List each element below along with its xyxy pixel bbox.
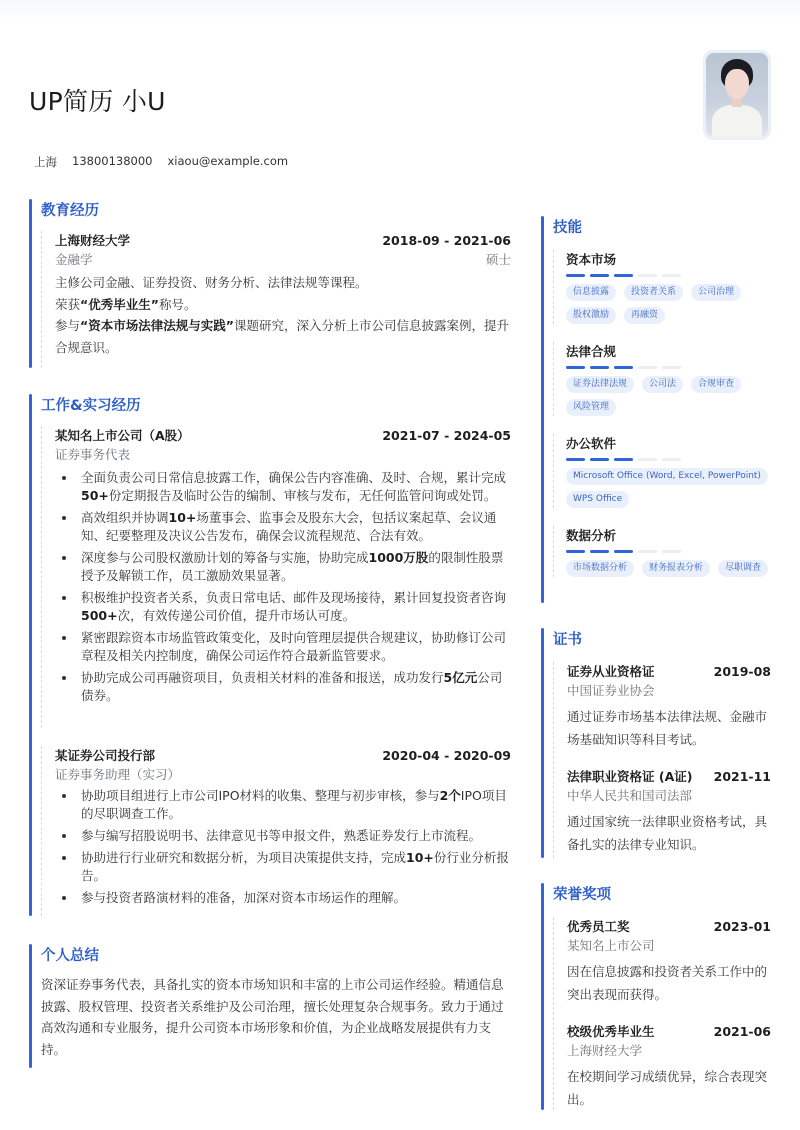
section-certificates — [541, 628, 771, 858]
top-band — [0, 0, 800, 26]
work-date: 2021-07 - 2024-05 — [382, 428, 511, 443]
skill-tag: Microsoft Office (Word, Excel, PowerPoint) — [566, 468, 768, 485]
skill-level-meter — [566, 274, 771, 277]
skill-tag: 股权激励 — [566, 307, 616, 324]
bullet-item: 深度参与公司股权激励计划的筹备与实施，协助完成1000万股的限制性股票授予及解锁工作，员工激励效果显著。 — [55, 549, 511, 585]
skill-tag: 投资者关系 — [624, 284, 683, 301]
avatar — [706, 53, 768, 137]
skill-tag: 再融资 — [624, 307, 665, 324]
skill-tag: 市场数据分析 — [566, 560, 634, 577]
section-awards — [541, 883, 771, 1110]
skill-tag: WPS Office — [566, 491, 629, 508]
section-accent-bar — [541, 883, 544, 1110]
certificate-name: 法律职业资格证 (A证) — [567, 769, 693, 784]
skill-groups — [553, 250, 771, 603]
certificate-name: 证券从业资格证 — [567, 664, 655, 679]
skill-name: 法律合规 — [566, 344, 617, 359]
skill-tags — [566, 376, 771, 416]
skill-name: 数据分析 — [566, 528, 617, 543]
skill-level-meter — [566, 366, 771, 369]
skill-group — [553, 250, 771, 324]
certificate-desc: 通过证券市场基本法律法规、金融市场基础知识等科目考试。 — [567, 709, 768, 747]
degree: 硕士 — [485, 252, 511, 267]
job-role: 证券事务代表 — [55, 447, 131, 462]
education-line: 主修公司金融、证券投资、财务分析、法律法规等课程。 — [55, 275, 368, 290]
bullet-item: 协助项目组进行上市公司IPO材料的收集、整理与初步审核，参与2个IPO项目的尽职调查工作。 — [55, 787, 511, 823]
job-role: 证券事务助理（实习） — [55, 767, 181, 782]
certificate-issuer: 中华人民共和国司法部 — [567, 788, 693, 803]
award-name: 校级优秀毕业生 — [567, 1024, 655, 1039]
section-title: 技能 — [553, 220, 582, 236]
certificate-date: 2019-08 — [713, 664, 771, 679]
award-name: 优秀员工奖 — [567, 919, 630, 934]
skill-tag: 尽职调查 — [718, 560, 768, 577]
bullet-item: 协助进行行业研究和数据分析，为项目决策提供支持，完成10+份行业分析报告。 — [55, 849, 511, 885]
section-summary — [29, 944, 511, 1068]
award-desc: 在校期间学习成绩优异，综合表现突出。 — [567, 1069, 768, 1107]
section-skills — [541, 216, 771, 603]
candidate-name: UP简历 小U — [29, 87, 166, 116]
section-title: 荣誉奖项 — [553, 887, 611, 903]
section-accent-bar — [541, 216, 544, 603]
major: 金融学 — [55, 252, 93, 267]
section-accent-bar — [29, 944, 32, 1068]
work-date: 2020-04 - 2020-09 — [382, 748, 511, 763]
skill-tag: 公司治理 — [691, 284, 741, 301]
skill-tag: 信息披露 — [566, 284, 616, 301]
bullet-item: 协助完成公司再融资项目，负责相关材料的准备和报送，成功发行5亿元公司债券。 — [55, 669, 511, 705]
bullet-item: 全面负责公司日常信息披露工作，确保公告内容准确、及时、合规，累计完成50+份定期报告及临时公告的编制、审核与发布，无任何监管问询或处罚。 — [55, 469, 511, 505]
work-bullets — [55, 787, 511, 907]
bullet-item: 参与投资者路演材料的准备，加深对资本市场运作的理解。 — [55, 889, 511, 907]
section-accent-bar — [29, 394, 32, 916]
section-title: 个人总结 — [41, 948, 99, 964]
work-entry — [41, 746, 511, 916]
education-details — [55, 272, 511, 358]
company-name: 某知名上市公司（A股） — [55, 428, 190, 443]
certificate-desc: 通过国家统一法律职业资格考试，具备扎实的法律专业知识。 — [567, 814, 768, 852]
award-list — [553, 917, 771, 1110]
certificate-date: 2021-11 — [713, 769, 771, 784]
skill-tag: 风险管理 — [566, 399, 616, 416]
summary-text: 资深证券事务代表，具备扎实的资本市场知识和丰富的上市公司运作经验。精通信息披露、股权管理、投资者关系维护及公司治理，擅长处理复杂合规事务。致力于通过高效沟通和专业服务，提升公司资本市场形象和价值，为企业战略发展提供有力支持。 — [41, 977, 504, 1057]
skill-group — [553, 434, 771, 508]
skill-group — [553, 342, 771, 416]
profile-photo — [703, 50, 771, 140]
skill-tags — [566, 560, 771, 577]
contact-phone: 13800138000 — [72, 154, 153, 168]
contact-city: 上海 — [34, 155, 57, 169]
work-bullets — [55, 469, 511, 705]
certificate-entry — [567, 767, 771, 856]
skill-tags — [566, 284, 771, 324]
skill-group — [553, 526, 771, 577]
certificate-list — [553, 662, 771, 858]
work-entry — [41, 426, 511, 728]
section-education — [29, 199, 511, 368]
section-title: 教育经历 — [41, 203, 99, 219]
section-work — [29, 394, 511, 916]
certificate-issuer: 中国证券业协会 — [567, 683, 655, 698]
school-name: 上海财经大学 — [55, 233, 131, 248]
contact-info — [34, 154, 288, 170]
education-line: 荣获“优秀毕业生”称号。 — [55, 296, 197, 312]
company-name: 某证券公司投行部 — [55, 748, 156, 763]
award-entry — [567, 1022, 771, 1111]
section-title: 证书 — [553, 632, 582, 648]
education-line: 参与“资本市场法律法规与实践”课题研究，深入分析上市公司信息披露案例，提升合规意识。 — [55, 318, 509, 355]
skill-tag: 证券法律法规 — [566, 376, 634, 393]
award-issuer: 上海财经大学 — [567, 1043, 643, 1058]
award-entry — [567, 917, 771, 1006]
section-accent-bar — [541, 628, 544, 858]
award-date: 2023-01 — [713, 919, 771, 934]
certificate-entry — [567, 662, 771, 751]
section-title: 工作&实习经历 — [41, 398, 141, 414]
bullet-item: 参与编写招股说明书、法律意见书等申报文件，熟悉证券发行上市流程。 — [55, 827, 511, 845]
education-entry — [41, 231, 511, 368]
skill-name: 办公软件 — [566, 436, 617, 451]
award-date: 2021-06 — [713, 1024, 771, 1039]
skill-name: 资本市场 — [566, 252, 617, 267]
contact-email[interactable]: xiaou@example.com — [167, 154, 289, 168]
bullet-item: 紧密跟踪资本市场监管政策变化，及时向管理层提供合规建议，协助修订公司章程及相关内控制度，确保公司运作符合最新监管要求。 — [55, 629, 511, 665]
bullet-item: 高效组织并协调10+场董事会、监事会及股东大会，包括议案起草、会议通知、纪要整理及决议公告发布，确保会议流程规范、合法有效。 — [55, 509, 511, 545]
award-desc: 因在信息披露和投资者关系工作中的突出表现而获得。 — [567, 964, 768, 1002]
skill-tags — [566, 468, 771, 508]
education-date: 2018-09 - 2021-06 — [382, 233, 511, 248]
skill-tag: 财务报表分析 — [642, 560, 710, 577]
bullet-item: 积极维护投资者关系，负责日常电话、邮件及现场接待，累计回复投资者咨询500+次，有效传递公司价值，提升市场认可度。 — [55, 589, 511, 625]
skill-level-meter — [566, 458, 771, 461]
skill-tag: 合规审查 — [691, 376, 741, 393]
skill-level-meter — [566, 550, 771, 553]
award-issuer: 某知名上市公司 — [567, 938, 655, 953]
skill-tag: 公司法 — [642, 376, 683, 393]
section-accent-bar — [29, 199, 32, 368]
